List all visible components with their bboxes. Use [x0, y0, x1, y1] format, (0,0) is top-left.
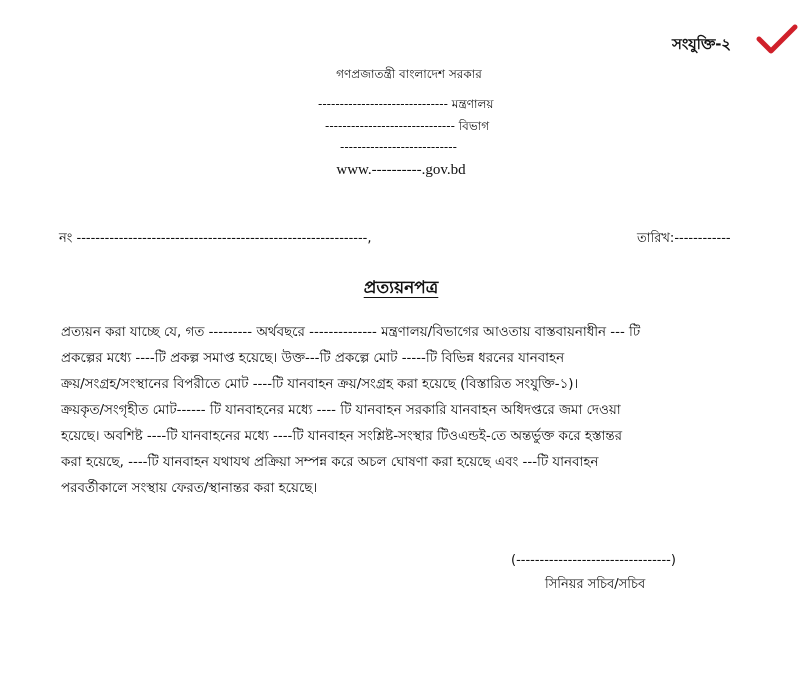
- header-extra-line: ---------------------------: [340, 140, 457, 154]
- annexure-label: সংযুক্তি-২: [672, 35, 731, 53]
- body-line: প্রত্যয়ন করা যাচ্ছে যে, গত --------- অর্থবছরে -------------- মন্ত্রণালয়/বিভাগের আওতায় বাস্তবায়নাধীন --- টি: [61, 325, 641, 340]
- reference-number: [59, 229, 371, 250]
- reference-number-value: --------------------------------------------------------------,: [76, 231, 372, 246]
- body-line: প্রকল্পের মধ্যে ----টি প্রকল্প সমাপ্ত হয়েছে। উক্ত---টি প্রকল্পে মোট -----টি বিভিন্ন ধরনের যানবাহন: [61, 351, 565, 366]
- date-value: ------------: [674, 231, 731, 246]
- signature-line: (---------------------------------): [511, 553, 676, 568]
- date-label: তারিখ:: [637, 231, 675, 246]
- division-label: বিভাগ: [458, 119, 490, 133]
- date-field: [637, 229, 731, 250]
- division-line: [325, 118, 489, 138]
- ministry-line: [318, 96, 493, 116]
- body-line: হয়েছে। অবশিষ্ট ----টি যানবাহনের মধ্যে ----টি যানবাহন সংশ্লিষ্ট-সংস্থার টিওএন্ডই-তে অন্তর্ভুক্ত করে হস্তান্তর: [61, 429, 622, 444]
- document-title: প্রত্যয়নপত্র: [363, 278, 439, 298]
- reference-number-label: নং: [59, 231, 73, 246]
- website-url: www.----------.gov.bd: [336, 162, 466, 178]
- check-mark-icon: [756, 24, 798, 56]
- signatory-designation: সিনিয়র সচিব/সচিব: [545, 577, 646, 592]
- ministry-blank: ------------------------------: [318, 97, 448, 111]
- body-line: ক্রয়/সংগ্রহ/সংস্থানের বিপরীতে মোট ----টি যানবাহন ক্রয়/সংগ্রহ করা হয়েছে (বিস্তারিত সংযুক্তি-১)।: [61, 377, 579, 392]
- ministry-label: মন্ত্রণালয়: [451, 97, 494, 111]
- body-line: ক্রয়কৃত/সংগৃহীত মোট------ টি যানবাহনের মধ্যে ---- টি যানবাহন সরকারি যানবাহন অধিদপ্তরে জমা দেওয়া: [61, 403, 621, 418]
- government-name: গণপ্রজাতন্ত্রী বাংলাদেশ সরকার: [336, 67, 482, 81]
- body-line: পরবর্তীকালে সংস্থায় ফেরত/স্থানান্তর করা হয়েছে।: [61, 481, 318, 496]
- body-line: করা হয়েছে, ----টি যানবাহন যথাযথ প্রক্রিয়া সম্পন্ন করে অচল ঘোষণা করা হয়েছে এবং ---টি যানবাহন: [61, 455, 599, 470]
- division-blank: ------------------------------: [325, 119, 455, 133]
